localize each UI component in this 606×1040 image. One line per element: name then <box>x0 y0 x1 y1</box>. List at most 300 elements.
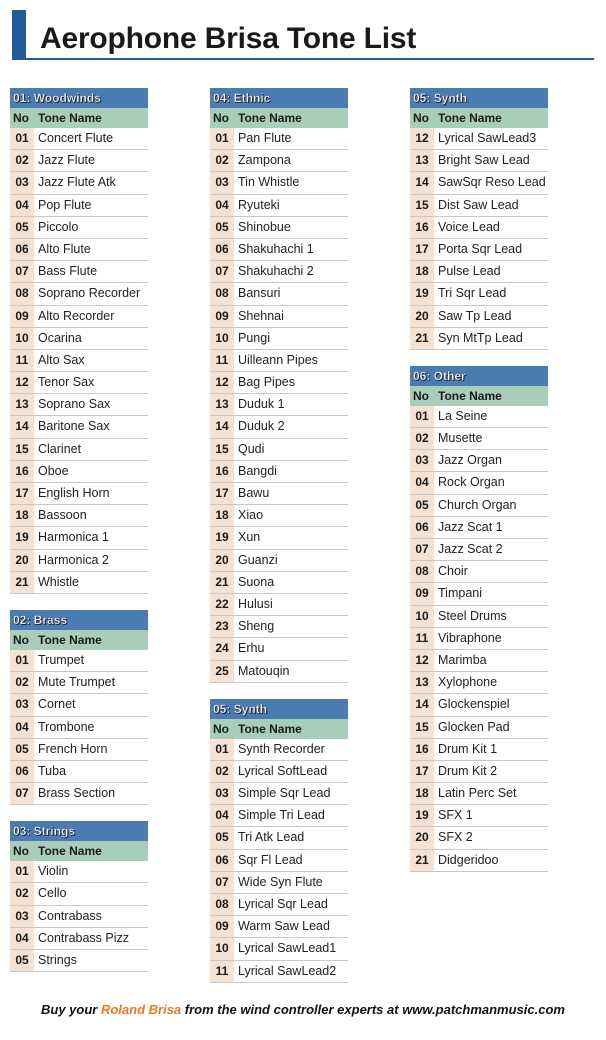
footer-brand: Roland Brisa <box>100 1002 182 1017</box>
tone-section <box>410 88 548 350</box>
tone-number: 04 <box>10 928 34 949</box>
tone-name: SFX 2 <box>438 830 473 845</box>
tone-number: 15 <box>10 439 34 460</box>
tone-number: 07 <box>10 783 34 804</box>
tone-number: 17 <box>410 761 434 782</box>
tone-row <box>210 661 348 683</box>
tone-number: 19 <box>410 283 434 304</box>
tone-section <box>210 699 348 983</box>
tone-number: 01 <box>10 650 34 671</box>
tone-number: 04 <box>410 472 434 493</box>
tone-number: 06 <box>210 850 234 871</box>
tone-name: Xiao <box>238 508 264 523</box>
tone-number: 12 <box>410 128 434 149</box>
tone-name: Pulse Lead <box>438 264 501 279</box>
tone-row <box>210 938 348 960</box>
tone-row <box>10 328 148 350</box>
tone-row <box>10 439 148 461</box>
column-header-no: No <box>213 111 229 125</box>
tone-row <box>410 495 548 517</box>
tone-row <box>410 827 548 849</box>
tone-row <box>210 128 348 150</box>
tone-name: Porta Sqr Lead <box>438 241 523 256</box>
tone-name: Glockenspiel <box>438 697 510 712</box>
tone-number: 10 <box>210 938 234 959</box>
column-header-tone-name: Tone Name <box>238 721 302 736</box>
tone-name: Church Organ <box>438 497 517 512</box>
column-header <box>10 108 148 128</box>
tone-number: 18 <box>410 261 434 282</box>
tone-number: 18 <box>10 505 34 526</box>
tone-name: Duduk 1 <box>238 397 285 412</box>
tone-row <box>210 616 348 638</box>
tone-name: Lyrical SawLead2 <box>238 963 337 978</box>
tone-number: 13 <box>10 394 34 415</box>
tone-number: 06 <box>210 239 234 260</box>
tone-number: 21 <box>210 572 234 593</box>
tone-number: 03 <box>410 450 434 471</box>
column-header <box>10 630 148 650</box>
tone-name: Jazz Organ <box>438 453 502 468</box>
tone-row <box>10 672 148 694</box>
tone-name: Lyrical SoftLead <box>238 763 328 778</box>
tone-number: 19 <box>410 805 434 826</box>
column-header-tone-name: Tone Name <box>438 388 502 403</box>
tone-name: Zampona <box>238 153 291 168</box>
column-header <box>210 719 348 739</box>
tone-row <box>410 150 548 172</box>
tone-row <box>410 306 548 328</box>
tone-name: Alto Sax <box>38 352 85 367</box>
tone-row <box>210 350 348 372</box>
tone-number: 05 <box>10 739 34 760</box>
tone-name: Steel Drums <box>438 608 507 623</box>
tone-name: Lyrical SawLead1 <box>238 941 337 956</box>
tone-name: Drum Kit 2 <box>438 763 498 778</box>
tone-name: Syn MtTp Lead <box>438 330 523 345</box>
tone-number: 01 <box>10 861 34 882</box>
tone-row <box>210 172 348 194</box>
tone-row <box>210 261 348 283</box>
tone-name: Harmonica 2 <box>38 552 109 567</box>
tone-number: 08 <box>10 283 34 304</box>
tone-name: La Seine <box>438 408 488 423</box>
tone-row <box>10 717 148 739</box>
tone-row <box>210 195 348 217</box>
tone-number: 09 <box>210 916 234 937</box>
tone-name: Marimba <box>438 652 487 667</box>
tone-name: Jazz Flute <box>38 153 95 168</box>
tone-row <box>410 517 548 539</box>
tone-name: Simple Tri Lead <box>238 808 325 823</box>
tone-row <box>210 483 348 505</box>
tone-number: 13 <box>410 150 434 171</box>
tone-row <box>210 916 348 938</box>
tone-number: 14 <box>10 416 34 437</box>
tone-number: 05 <box>210 217 234 238</box>
tone-row <box>10 739 148 761</box>
tone-row <box>10 372 148 394</box>
section-header: 05: Synth <box>410 88 548 108</box>
tone-row <box>10 527 148 549</box>
tone-number: 13 <box>410 672 434 693</box>
tone-row <box>10 239 148 261</box>
tone-row <box>410 539 548 561</box>
tone-number: 11 <box>10 350 34 371</box>
tone-row <box>210 372 348 394</box>
tone-row <box>410 472 548 494</box>
tone-number: 11 <box>210 350 234 371</box>
column-header-no: No <box>13 844 29 859</box>
tone-name: Ryuteki <box>238 197 280 212</box>
tone-row <box>10 172 148 194</box>
tone-row <box>410 328 548 350</box>
tone-row <box>10 195 148 217</box>
tone-number: 15 <box>410 717 434 738</box>
tone-name: Synth Recorder <box>238 741 325 756</box>
tone-name: Matouqin <box>238 663 290 678</box>
tone-number: 03 <box>10 694 34 715</box>
tone-number: 05 <box>410 495 434 516</box>
tone-name: Pungi <box>238 330 270 345</box>
tone-row <box>410 694 548 716</box>
tone-number: 19 <box>10 527 34 548</box>
tone-name: Alto Flute <box>38 241 91 256</box>
tone-name: Trumpet <box>38 652 85 667</box>
tone-name: Harmonica 1 <box>38 530 109 545</box>
column-header-no: No <box>13 632 29 647</box>
tone-number: 06 <box>410 517 434 538</box>
tone-name: Didgeridoo <box>438 852 499 867</box>
tone-column-2 <box>210 88 348 999</box>
tone-number: 17 <box>10 483 34 504</box>
tone-row <box>10 394 148 416</box>
tone-number: 18 <box>210 505 234 526</box>
tone-number: 05 <box>10 217 34 238</box>
tone-row <box>210 594 348 616</box>
tone-row <box>210 328 348 350</box>
tone-name: Tuba <box>38 763 67 778</box>
tone-row <box>410 172 548 194</box>
column-header-no: No <box>213 721 229 736</box>
tone-row <box>10 461 148 483</box>
section-header: 02: Brass <box>10 610 148 630</box>
tone-section <box>10 821 148 972</box>
tone-number: 04 <box>210 805 234 826</box>
tone-name: Sheng <box>238 619 275 634</box>
tone-name: Bass Flute <box>38 264 98 279</box>
tone-row <box>210 527 348 549</box>
tone-name: Drum Kit 1 <box>438 741 498 756</box>
column-header <box>210 108 348 128</box>
tone-name: Pan Flute <box>238 131 292 145</box>
tone-name: Bassoon <box>38 508 87 523</box>
tone-number: 03 <box>10 906 34 927</box>
tone-number: 07 <box>10 261 34 282</box>
tone-section <box>10 610 148 805</box>
tone-row <box>410 128 548 150</box>
tone-name: Bright Saw Lead <box>438 153 530 168</box>
column-header-tone-name: Tone Name <box>38 844 102 859</box>
tone-name: Clarinet <box>38 441 82 456</box>
tone-row <box>410 606 548 628</box>
tone-name: Saw Tp Lead <box>438 308 512 323</box>
column-header-tone-name: Tone Name <box>38 632 102 647</box>
tone-name: Concert Flute <box>38 131 114 145</box>
tone-row <box>10 261 148 283</box>
footer-promo <box>0 1002 606 1017</box>
tone-number: 09 <box>10 306 34 327</box>
tone-row <box>210 872 348 894</box>
tone-row <box>10 150 148 172</box>
tone-name: Bag Pipes <box>238 375 295 390</box>
tone-name: Oboe <box>38 463 69 478</box>
tone-name: Sqr Fl Lead <box>238 852 303 867</box>
tone-name: Jazz Flute Atk <box>38 175 116 190</box>
tone-row <box>10 906 148 928</box>
tone-name: Xylophone <box>438 675 498 690</box>
tone-name: Piccolo <box>38 219 79 234</box>
tone-number: 04 <box>10 717 34 738</box>
tone-row <box>10 761 148 783</box>
tone-row <box>210 783 348 805</box>
tone-name: Tenor Sax <box>38 375 95 390</box>
tone-name: Shakuhachi 2 <box>238 264 314 279</box>
tone-number: 20 <box>410 827 434 848</box>
tone-row <box>410 261 548 283</box>
column-header-no: No <box>413 111 429 125</box>
title-accent-bar <box>12 10 26 60</box>
tone-number: 21 <box>410 850 434 871</box>
tone-row <box>10 483 148 505</box>
title-divider <box>12 58 594 60</box>
tone-row <box>10 217 148 239</box>
tone-row <box>10 861 148 883</box>
tone-row <box>410 672 548 694</box>
tone-number: 12 <box>410 650 434 671</box>
tone-row <box>10 572 148 594</box>
tone-row <box>10 950 148 972</box>
tone-name: Contrabass Pizz <box>38 930 130 945</box>
section-header: 05: Synth <box>210 699 348 719</box>
tone-number: 07 <box>210 872 234 893</box>
tone-row <box>410 239 548 261</box>
tone-name: Contrabass <box>38 908 102 923</box>
tone-number: 10 <box>210 328 234 349</box>
tone-name: Jazz Scat 2 <box>438 542 503 556</box>
tone-name: Bawu <box>238 486 270 500</box>
tone-row <box>410 650 548 672</box>
tone-number: 18 <box>410 783 434 804</box>
tone-name: SawSqr Reso Lead <box>438 175 546 190</box>
tone-name: Trombone <box>38 719 95 734</box>
tone-number: 01 <box>410 406 434 427</box>
tone-row <box>410 283 548 305</box>
section-header: 06: Other <box>410 366 548 386</box>
tone-number: 16 <box>210 461 234 482</box>
tone-name: Cornet <box>38 697 76 712</box>
tone-number: 02 <box>10 883 34 904</box>
page-title: Aerophone Brisa Tone List <box>40 22 417 55</box>
tone-name: Jazz Scat 1 <box>438 519 503 534</box>
tone-row <box>10 283 148 305</box>
tone-name: Ocarina <box>38 330 82 345</box>
tone-name: Alto Recorder <box>38 308 115 323</box>
tone-number: 08 <box>210 283 234 304</box>
tone-number: 02 <box>10 150 34 171</box>
tone-row <box>410 583 548 605</box>
tone-name: Strings <box>38 953 77 967</box>
column-header-tone-name: Tone Name <box>38 111 102 125</box>
tone-number: 03 <box>210 783 234 804</box>
tone-number: 08 <box>210 894 234 915</box>
tone-number: 10 <box>10 328 34 349</box>
tone-row <box>410 717 548 739</box>
tone-row <box>210 761 348 783</box>
tone-name: Shinobue <box>238 219 291 234</box>
tone-row <box>10 416 148 438</box>
tone-number: 03 <box>210 172 234 193</box>
tone-name: English Horn <box>38 486 110 500</box>
column-header <box>10 841 148 861</box>
tone-name: Bansuri <box>238 286 281 301</box>
tone-name: Wide Syn Flute <box>238 874 323 889</box>
tone-row <box>410 628 548 650</box>
tone-number: 01 <box>210 739 234 760</box>
tone-name: Latin Perc Set <box>438 786 517 801</box>
tone-number: 12 <box>210 372 234 393</box>
tone-row <box>210 394 348 416</box>
tone-name: Tri Sqr Lead <box>438 286 507 301</box>
tone-row <box>10 128 148 150</box>
tone-row <box>410 761 548 783</box>
footer-text-before: Buy your <box>41 1002 101 1017</box>
column-header <box>410 108 548 128</box>
tone-name: Shehnai <box>238 308 284 323</box>
tone-number: 14 <box>410 172 434 193</box>
tone-row <box>410 406 548 428</box>
tone-name: SFX 1 <box>438 808 473 823</box>
tone-number: 06 <box>10 761 34 782</box>
tone-row <box>10 650 148 672</box>
tone-row <box>10 505 148 527</box>
tone-row <box>410 561 548 583</box>
tone-name: Dist Saw Lead <box>438 197 519 212</box>
tone-row <box>410 850 548 872</box>
tone-number: 02 <box>10 672 34 693</box>
tone-row <box>210 894 348 916</box>
tone-row <box>210 739 348 761</box>
tone-column-1 <box>10 88 148 988</box>
tone-number: 20 <box>10 550 34 571</box>
tone-number: 21 <box>410 328 434 349</box>
tone-row <box>10 306 148 328</box>
tone-name: French Horn <box>38 741 108 756</box>
column-header-no: No <box>413 388 429 403</box>
tone-name: Pop Flute <box>38 197 92 212</box>
tone-number: 25 <box>210 661 234 682</box>
tone-name: Choir <box>438 564 468 579</box>
tone-name: Duduk 2 <box>238 419 285 434</box>
tone-number: 19 <box>210 527 234 548</box>
tone-row <box>210 638 348 660</box>
column-header-tone-name: Tone Name <box>238 111 302 125</box>
tone-number: 04 <box>10 195 34 216</box>
tone-number: 02 <box>210 150 234 171</box>
tone-number: 16 <box>10 461 34 482</box>
tone-name: Baritone Sax <box>38 419 110 434</box>
tone-number: 11 <box>210 961 234 982</box>
tone-name: Erhu <box>238 641 265 656</box>
tone-row <box>10 783 148 805</box>
tone-name: Lyrical Sqr Lead <box>238 897 328 911</box>
tone-row <box>10 928 148 950</box>
tone-number: 02 <box>210 761 234 782</box>
tone-number: 07 <box>210 261 234 282</box>
tone-row <box>210 461 348 483</box>
tone-name: Voice Lead <box>438 219 500 234</box>
tone-row <box>210 239 348 261</box>
tone-name: Xun <box>238 530 261 545</box>
tone-row <box>410 217 548 239</box>
tone-row <box>210 439 348 461</box>
footer-text-after: from the wind controller experts at www.patchmanmusic.com <box>181 1002 565 1017</box>
tone-number: 17 <box>410 239 434 260</box>
tone-name: Musette <box>438 431 483 446</box>
tone-number: 16 <box>410 739 434 760</box>
tone-number: 14 <box>410 694 434 715</box>
tone-number: 05 <box>210 827 234 848</box>
tone-section <box>10 88 148 594</box>
tone-name: Tin Whistle <box>238 175 300 190</box>
tone-number: 06 <box>10 239 34 260</box>
tone-name: Mute Trumpet <box>38 675 116 690</box>
tone-name: Glocken Pad <box>438 719 510 734</box>
column-header <box>410 386 548 406</box>
tone-name: Warm Saw Lead <box>238 919 330 934</box>
column-header-tone-name: Tone Name <box>438 111 502 125</box>
tone-number: 13 <box>210 394 234 415</box>
tone-name: Whistle <box>38 574 79 589</box>
tone-name: Timpani <box>438 586 482 601</box>
tone-row <box>410 195 548 217</box>
column-header-no: No <box>13 111 29 125</box>
tone-number: 20 <box>210 550 234 571</box>
tone-name: Bangdi <box>238 463 277 478</box>
tone-name: Soprano Sax <box>38 397 111 412</box>
tone-number: 10 <box>410 606 434 627</box>
section-header: 04: Ethnic <box>210 88 348 108</box>
tone-name: Suona <box>238 574 275 589</box>
tone-name: Lyrical SawLead3 <box>438 131 537 145</box>
tone-number: 16 <box>410 217 434 238</box>
tone-number: 02 <box>410 428 434 449</box>
tone-number: 17 <box>210 483 234 504</box>
tone-row <box>210 505 348 527</box>
tone-section <box>210 88 348 683</box>
tone-name: Guanzi <box>238 552 278 567</box>
tone-number: 09 <box>410 583 434 604</box>
tone-row <box>210 283 348 305</box>
tone-row <box>210 827 348 849</box>
tone-row <box>410 739 548 761</box>
tone-number: 21 <box>10 572 34 593</box>
tone-section <box>410 366 548 872</box>
section-header: 01: Woodwinds <box>10 88 148 108</box>
tone-number: 07 <box>410 539 434 560</box>
tone-row <box>410 805 548 827</box>
tone-number: 01 <box>10 128 34 149</box>
